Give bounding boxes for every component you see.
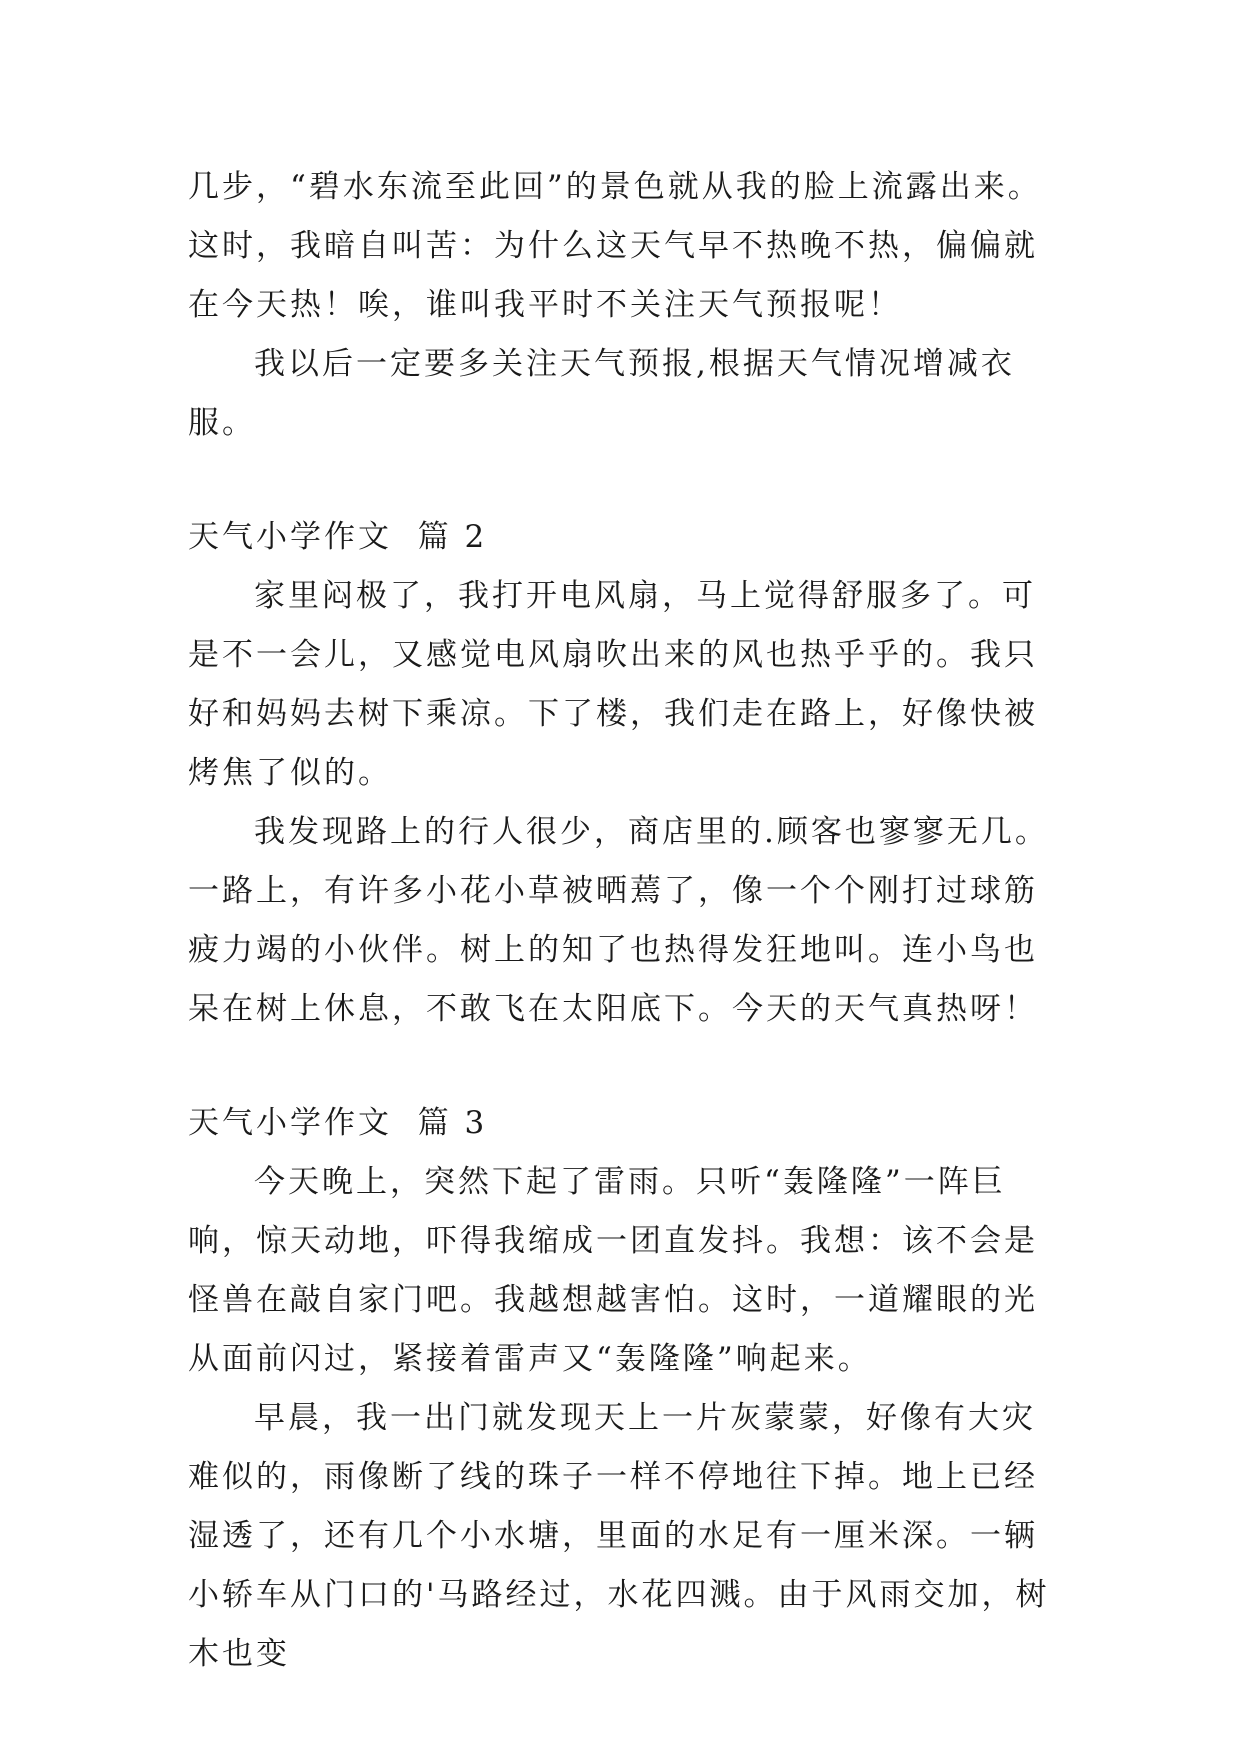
paragraph: 早晨，我一出门就发现天上一片灰蒙蒙，好像有大灾难似的，雨像断了线的珠子一样不停地往下掉。地上已经湿透了，还有几个小水塘，里面的水足有一厘米深。一辆小轿车从门口的'马路经过，水花四溅。由于风雨交加，树木也变 — [188, 1400, 1050, 1672]
paragraph-conclusion: 我以后一定要多关注天气预报,根据天气情况增减衣服。 — [188, 346, 1015, 441]
section-heading-2: 天气小学作文 篇 2 — [188, 519, 488, 555]
paragraph: 我发现路上的行人很少，商店里的.顾客也寥寥无几。一路上，有许多小花小草被晒蔫了，像一个个刚打过球筋疲力竭的小伙伴。树上的知了也热得发狂地叫。连小鸟也呆在树上休息，不敢飞在太阳底下。今天的天气真热呀！ — [188, 814, 1049, 1027]
document-page — [188, 158, 1058, 1684]
paragraph: 家里闷极了，我打开电风扇，马上觉得舒服多了。可是不一会儿，又感觉电风扇吹出来的风也热乎乎的。我只好和妈妈去树下乘凉。下了楼，我们走在路上，好像快被烤焦了似的。 — [188, 578, 1038, 791]
paragraph-continuation: 几步，“碧水东流至此回”的景色就从我的脸上流露出来。这时，我暗自叫苦：为什么这天气早不热晚不热，偏偏就在今天热！唉，谁叫我平时不关注天气预报呢！ — [188, 169, 1042, 323]
paragraph: 今天晚上，突然下起了雷雨。只听“轰隆隆”一阵巨响，惊天动地，吓得我缩成一团直发抖。我想：该不会是怪兽在敲自家门吧。我越想越害怕。这时，一道耀眼的光从面前闪过，紧接着雷声又“轰隆隆”响起来。 — [188, 1164, 1038, 1377]
section-heading-3: 天气小学作文 篇 3 — [188, 1105, 488, 1141]
